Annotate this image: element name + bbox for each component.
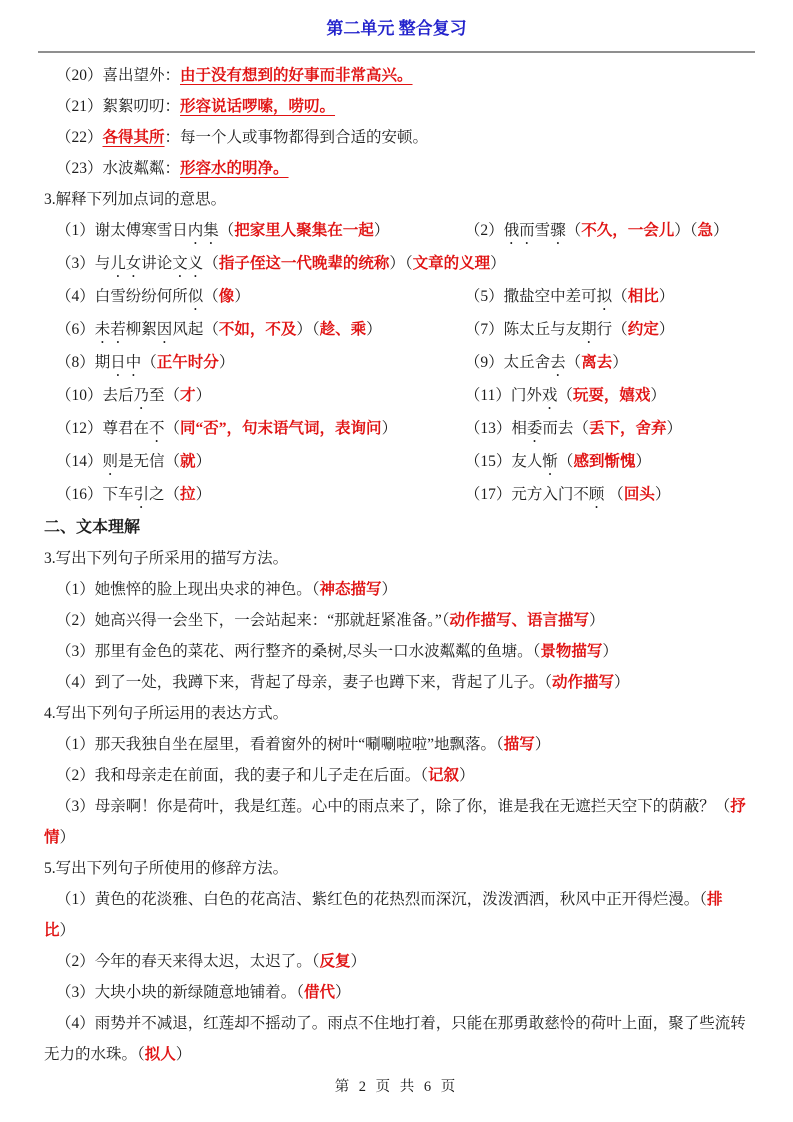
text-segment: ） [59,922,76,939]
answer-text: 描写 [503,736,535,753]
emphasized-word: 因 [156,321,173,338]
answer-text: 由于没有想到的好事而非常高兴。 [180,67,413,84]
answer-text: 就 [180,453,196,470]
text-segment: ）（ [674,222,698,239]
answer-text: 各得其所 [102,129,165,146]
text-segment: 而去（ [542,420,589,437]
content-line [453,314,749,347]
text-segment: ） [195,486,212,503]
text-segment: （7）陈太丘与友 [464,321,582,338]
text-segment: （1）那天我独自坐在屋里，看着窗外的树叶“唰唰啦啦”地飘落。（ [56,736,504,753]
text-segment: （3）母亲啊！你是荷叶，我是红莲。心中的雨点来了，除了你，谁是我在无遮拦天空下的荫蔽？（ [56,798,731,815]
two-column-row [44,281,749,314]
answer-text: 离去 [581,354,613,371]
text-segment: （6） [56,321,95,338]
two-column-row [44,347,749,380]
text-segment: （17）元方入门不 [464,486,589,503]
text-segment: ） [218,354,235,371]
text-segment: 3.写出下列句子所采用的描写方法。 [44,550,289,567]
answer-text: 神态描写 [319,581,382,598]
emphasized-word: 内集 [187,222,219,239]
two-column-row [44,413,749,446]
answer-text: 约定 [627,321,659,338]
text-segment: （20）喜出望外： [56,67,181,84]
text-segment: ） [534,736,551,753]
answer-text: 指子侄这一代晚辈的统称 [218,255,390,272]
text-segment: 3.解释下列加点词的意思。 [44,191,227,208]
two-column-row [44,314,749,347]
question-heading [44,543,749,574]
answer-text: 正午时分 [156,354,219,371]
text-segment: ） [366,321,382,338]
text-segment: ） [713,222,729,239]
text-segment: ：每一个人或事物都得到合适的安顿。 [164,129,429,146]
answer-text: 不久，一会儿 [581,222,675,239]
text-segment: （ [164,420,181,437]
text-segment: （ [565,354,582,371]
text-segment: ） [602,643,618,660]
page-title: 第二单元 整合复习 [326,19,467,38]
answer-text: 形容说话啰嗦，唠叨。 [180,98,336,115]
answer-text: 动作描写 [552,674,615,691]
content-line [44,729,749,760]
emphasized-word: 戏 [541,387,558,404]
content-line [44,91,749,122]
answer-text: 形容水的明净。 [180,160,289,177]
answer-text: 感到惭愧 [573,453,636,470]
text-segment: ） [381,581,398,598]
emphasized-word: 拟 [596,288,613,305]
content-line [44,281,453,314]
page-number: 第 2 页 共 6 页 [334,1079,459,1095]
content-line [44,884,749,946]
text-segment: （2）今年的春天来得太迟，太迟了。（ [56,953,320,970]
section-heading [44,512,749,543]
text-segment: （ [604,486,624,503]
emphasized-word: 惭 [542,453,558,470]
emphasized-word: 日中 [110,354,142,371]
emphasized-word: 儿女 [110,255,142,272]
content-line [44,248,749,281]
emphasized-word: 文义 [172,255,204,272]
answer-text: 相比 [627,288,659,305]
text-segment: （9）太丘舍 [464,354,551,371]
emphasized-word: 俄而 [503,222,535,239]
content-line [44,760,749,791]
answer-text: 借代 [304,984,336,1001]
text-segment: ） [490,255,506,272]
text-segment: 5.写出下列句子所使用的修辞方法。 [44,860,289,877]
text-segment: （1）黄色的花淡雅、白色的花高洁、紫红色的花热烈而深沉，泼泼洒洒，秋风中正开得烂漫。（ [56,891,708,908]
text-segment: ） [195,387,212,404]
text-segment: ） [59,829,76,846]
text-segment: ）（ [296,321,320,338]
text-segment: 是无信（ [118,453,181,470]
text-segment: （ [565,222,582,239]
content-line [44,380,453,413]
text-segment: （ [612,288,628,305]
question-heading [44,184,749,215]
text-segment: ） [612,354,628,371]
emphasized-word: 则 [102,453,119,470]
emphasized-word: 似 [187,288,204,305]
answer-text: 反复 [319,953,351,970]
text-segment: ） [635,453,651,470]
content-line [44,446,453,479]
answer-text: 文章的义理 [412,255,491,272]
answer-text: 拉 [180,486,196,503]
content-line [44,215,453,248]
two-column-row [44,380,749,413]
content-line [453,479,749,512]
text-segment: ） [658,288,675,305]
text-segment: （11）门外 [464,387,542,404]
text-segment: 至（ [149,387,181,404]
two-column-row [44,215,749,248]
text-segment: ） [195,453,212,470]
text-segment: （1）她憔悴的脸上现出央求的神色。（ [56,581,320,598]
text-segment: （15）友人 [464,453,543,470]
text-segment: ） [234,288,250,305]
text-segment: ） [373,222,390,239]
text-segment: （10）去后 [56,387,134,404]
text-segment: ） [658,321,675,338]
content-line [453,215,749,248]
text-segment: （12）尊君在 [56,420,150,437]
text-segment: （22） [56,129,103,146]
emphasized-word: 顾 [588,486,605,503]
content-line [44,605,749,636]
header-divider [38,51,755,53]
text-segment: ） [381,420,398,437]
content-line [44,479,453,512]
emphasized-word: 骤 [550,222,566,239]
text-segment: ） [614,674,630,691]
content-line [44,60,749,91]
content-line [44,667,749,698]
text-segment: ）（ [389,255,413,272]
content-line [453,446,749,479]
answer-text: 记叙 [428,767,460,784]
text-segment: ） [589,612,605,629]
text-segment: （23）水波粼粼： [56,160,181,177]
content-line [453,380,749,413]
text-segment: （ [218,222,235,239]
content-line [44,977,749,1008]
text-segment: （16）下车 [56,486,134,503]
text-segment: 风起（ [172,321,219,338]
text-segment: 行（ [596,321,628,338]
content-line [44,574,749,605]
content-line [44,347,453,380]
question-heading [44,853,749,884]
text-segment: （4）雨势并不减退，红莲却不摇动了。雨点不住地打着，只能在那勇敢慈怜的荷叶上面，聚了些流转无力的水珠。（ [44,1015,746,1063]
text-segment: （13）相 [464,420,527,437]
content-line [44,153,749,184]
emphasized-word: 引 [133,486,150,503]
text-segment: 雪 [534,222,551,239]
emphasized-word: 未若 [94,321,126,338]
text-segment: （2） [464,222,504,239]
text-segment: ） [654,486,671,503]
text-segment: ） [350,953,367,970]
question-heading [44,698,749,729]
answer-text: 把家里人聚集在一起 [234,222,374,239]
content-line [453,281,749,314]
answer-text: 丢下，舍弃 [588,420,667,437]
content-line [44,413,453,446]
answer-text: 同“否”，句末语气词，表询问 [180,420,382,437]
text-segment: （5）撒盐空中差可 [464,288,597,305]
content-line [44,791,749,853]
text-segment: （ [141,354,157,371]
answer-text: 拟人 [144,1046,176,1063]
text-segment: 4.写出下列句子所运用的表达方式。 [44,705,289,722]
text-segment: （3）与 [56,255,111,272]
content-line [453,347,749,380]
answer-text: 急 [697,222,714,239]
answer-text: 景物描写 [540,643,603,660]
answer-text: 回头 [623,486,655,503]
text-segment: （4）白雪纷纷何所 [56,288,188,305]
text-segment: （ [557,387,573,404]
answer-text: 动作描写、语言描写 [449,612,590,629]
answer-text: 像 [218,288,235,305]
text-segment: （ [557,453,574,470]
two-column-row [44,479,749,512]
text-segment: （4）到了一处，我蹲下来，背起了母亲，妻子也蹲下来，背起了儿子。（ [56,674,553,691]
text-segment: （3）大块小块的新绿随意地铺着。（ [56,984,305,1001]
text-segment: （1）谢太傅寒雪日 [56,222,188,239]
text-segment: 柳絮 [125,321,157,338]
emphasized-word: 乃 [133,387,150,404]
text-segment: 讲论 [141,255,173,272]
text-segment: ） [335,984,351,1001]
content-line [44,946,749,977]
answer-text: 玩耍，嬉戏 [572,387,651,404]
text-segment: 之（ [149,486,181,503]
content-line [453,413,749,446]
text-segment: （14） [56,453,103,470]
text-segment: （3）那里有金色的菜花、两行整齐的桑树,尽头一口水波粼粼的鱼塘。（ [56,643,541,660]
emphasized-word: 委 [526,420,543,437]
text-segment: 二、文本理解 [44,519,141,536]
content-line [44,636,749,667]
text-segment: ） [666,420,682,437]
answer-text: 不如，不及 [218,321,297,338]
document-body [44,60,749,1070]
text-segment: ） [650,387,666,404]
text-segment: （2）我和母亲走在前面，我的妻子和儿子走在后面。（ [56,767,429,784]
text-segment: （ [203,288,219,305]
text-segment: （2）她高兴得一会坐下，一会站起来：“那就赶紧准备。”（ [56,612,450,629]
emphasized-word: 不 [149,420,165,437]
answer-text: 趁、乘 [319,321,367,338]
text-segment: （21）絮絮叨叨： [56,98,181,115]
content-line [44,122,749,153]
text-segment: （ [203,255,219,272]
answer-text: 才 [180,387,196,404]
two-column-row [44,446,749,479]
answer-text: 抒情 [44,798,746,846]
emphasized-word: 期 [581,321,597,338]
text-segment: ） [459,767,475,784]
emphasized-word: 去 [550,354,566,371]
content-line [44,314,453,347]
text-segment: （8）期 [56,354,111,371]
text-segment: ） [175,1046,192,1063]
content-line [44,1008,749,1070]
answer-text: 排比 [44,891,723,939]
